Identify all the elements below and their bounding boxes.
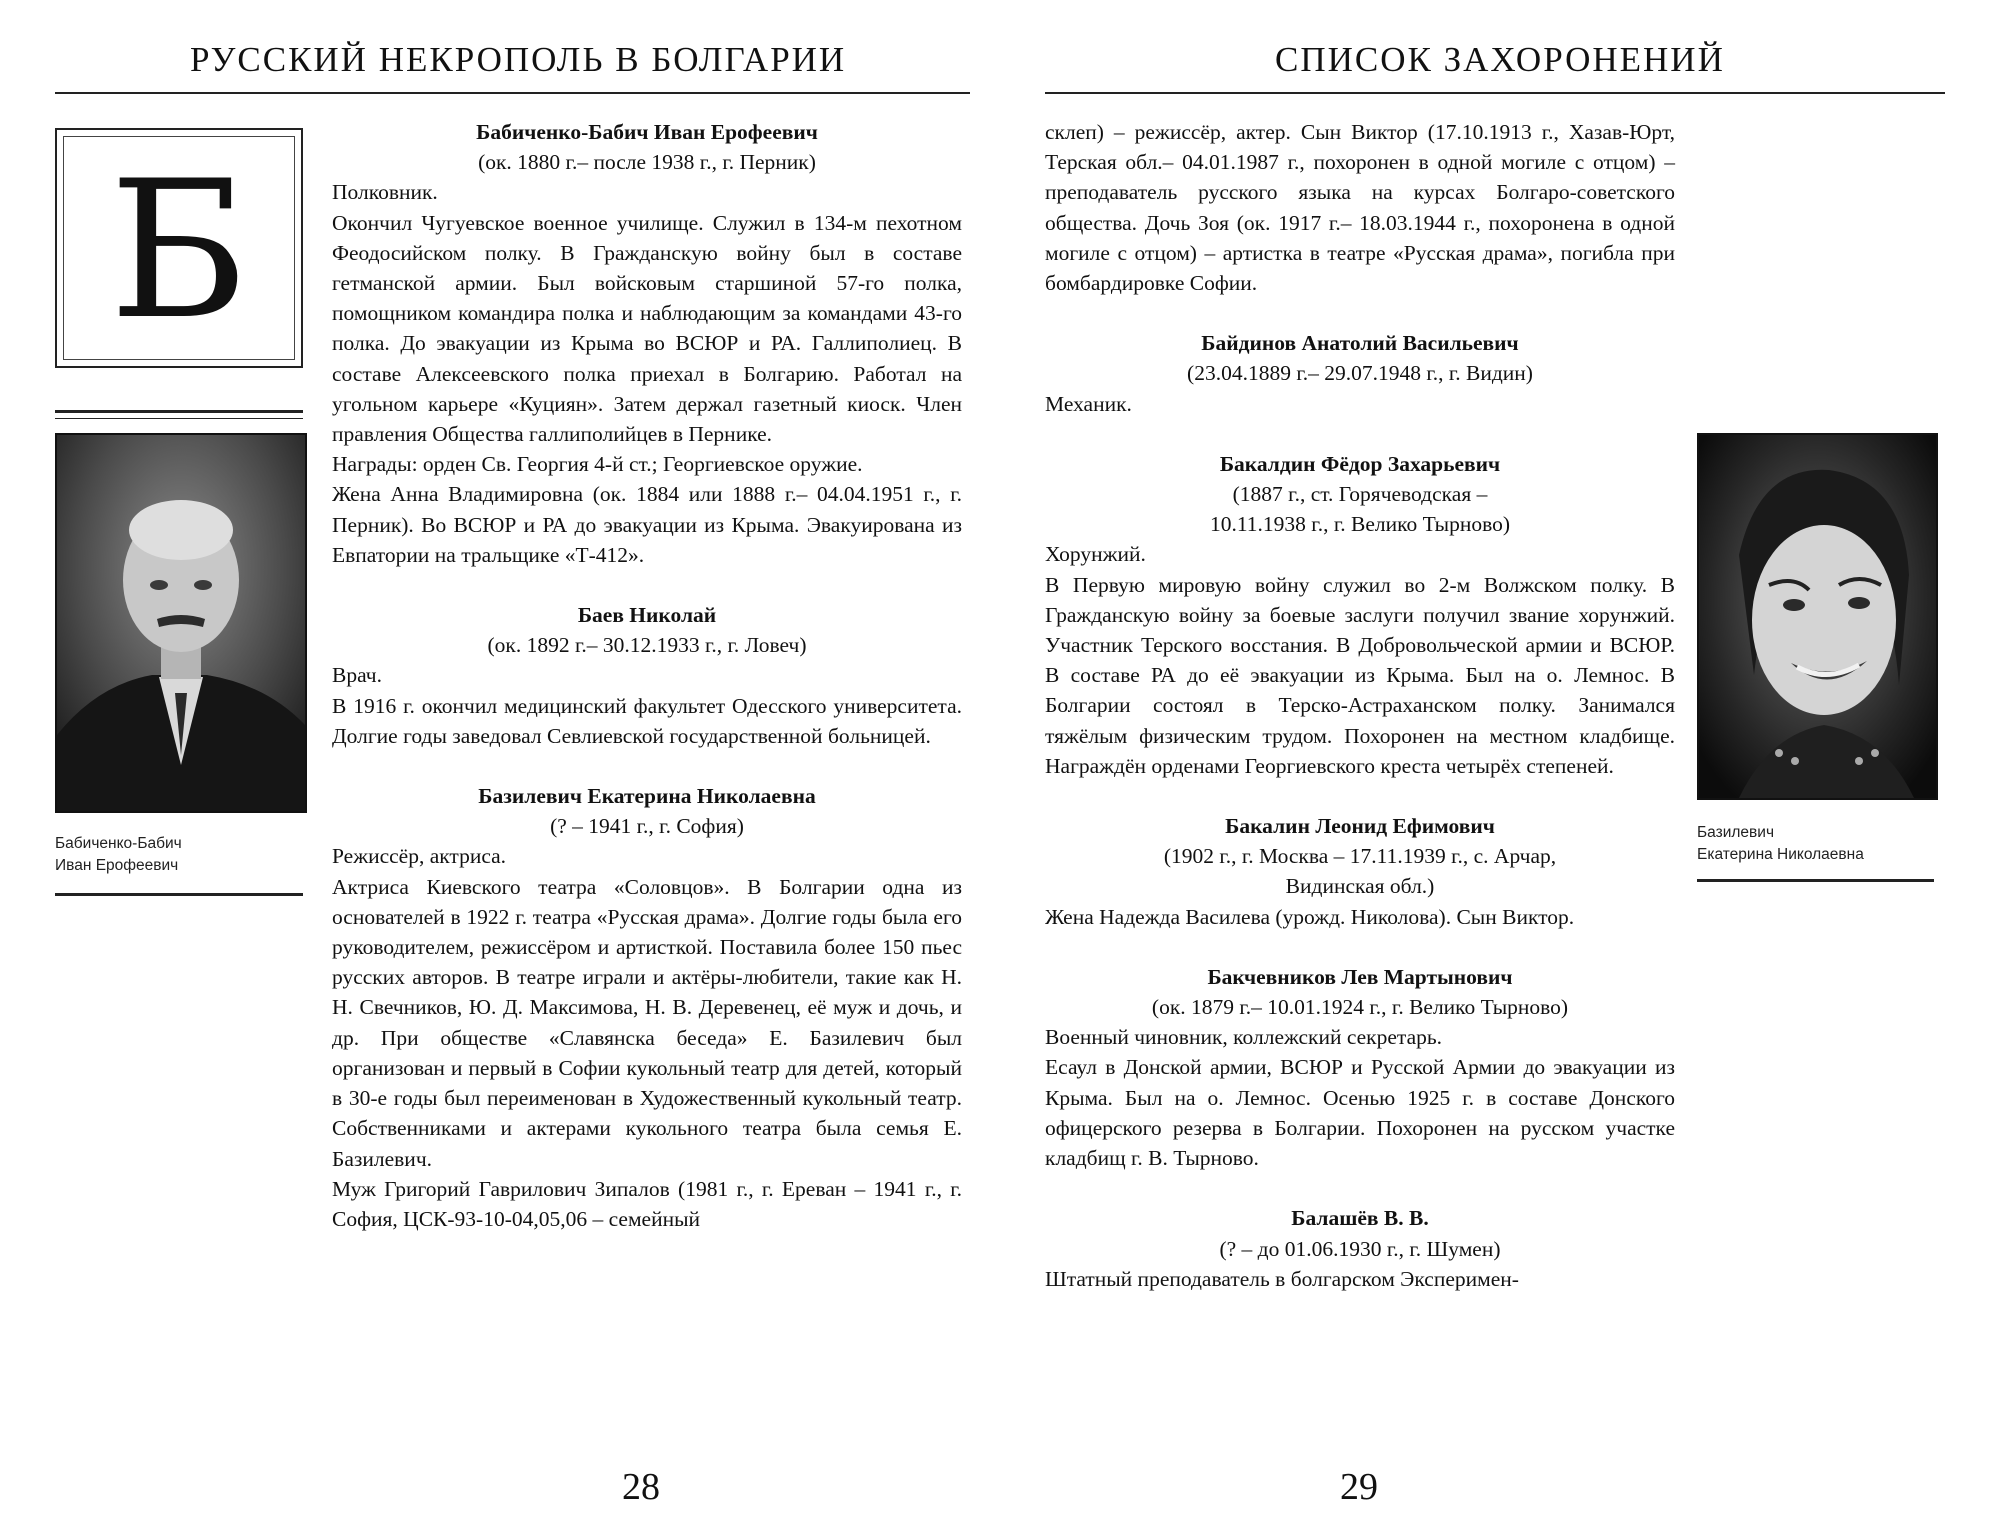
entry-paragraph: Механик. xyxy=(1045,391,1132,416)
entry-continuation xyxy=(1045,117,1675,298)
entry xyxy=(332,781,962,1234)
entry-name: Бакчевников Лев Мартынович xyxy=(1207,964,1513,989)
caption-line: Бабиченко-Бабич xyxy=(55,835,182,852)
entry-dates: Видинская обл.) xyxy=(1285,874,1435,899)
entry-name: Баев Николай xyxy=(577,603,717,628)
portrait-photo-bazilevich xyxy=(1697,433,1938,800)
text-column-left xyxy=(332,117,962,1264)
header-rule-left xyxy=(55,92,970,94)
caption-rule-left xyxy=(55,893,303,896)
ornamental-rule xyxy=(55,410,303,424)
entry-paragraph: Награды: орден Св. Георгия 4-й ст.; Георгиевское оружие. xyxy=(332,452,863,477)
page-number-right: 29 xyxy=(1340,1466,1378,1508)
caption-line: Базилевич xyxy=(1697,824,1775,841)
initial-letter: Б xyxy=(109,140,249,361)
entry-name: Байдинов Анатолий Васильевич xyxy=(1201,331,1519,356)
entry xyxy=(332,117,962,570)
entry-paragraph: Окончил Чугуевское военное училище. Служил в 134-м пехотном Феодосийском полку. В Гражданскую войну был в составе гетманской армии. Был войсковым старшиной 57-го полка, помощником командира полка и наблюдающим за командами 43-го полка. До эвакуации из Крыма во ВСЮР и РА. Галлиполиец. В составе Алексеевского полка приехал в Болгарию. Работал на угольном карьере «Куциян». Затем держал газетный киоск. Член правления Общества галлиполийцев в Пернике. xyxy=(332,210,962,447)
entry-paragraph: Режиссёр, актриса. xyxy=(332,844,507,869)
entry-paragraph: Военный чиновник, коллежский секретарь. xyxy=(1045,1025,1443,1050)
entry-paragraph: склеп) – режиссёр, актер. Сын Виктор (17.10.1913 г., Хазав-Юрт, Терская обл.– 04.01.1987 г., похоронен в одной могиле с отцом) – преподаватель русского языка на курсах Болгаро-советского общества. Дочь Зоя (ок. 1917 г.– 18.03.1944 г., похоронена в одной могиле с отцом) – артистка в театре «Русская драма», погибла при бомбардировке Софии. xyxy=(1045,120,1675,296)
entry-dates: (? – 1941 г., г. София) xyxy=(550,814,744,839)
running-head-left: РУССКИЙ НЕКРОПОЛЬ В БОЛГАРИИ xyxy=(190,40,847,79)
caption-line: Екатерина Николаевна xyxy=(1697,846,1864,863)
entry xyxy=(1045,1203,1675,1294)
running-head-right: СПИСОК ЗАХОРОНЕНИЙ xyxy=(1275,40,1725,79)
entry-paragraph: Есаул в Донской армии, ВСЮР и Русской Армии до эвакуации из Крыма. Был на о. Лемнос. Осенью 1925 г. в составе Донского офицерского резерва в Болгарии. Похоронен на русском участке кладбищ г. В. Тырново. xyxy=(1045,1055,1675,1171)
initial-letter-frame xyxy=(55,128,303,368)
portrait-photo-babichenko xyxy=(55,433,307,813)
page-number-left: 28 xyxy=(622,1466,660,1508)
entry-paragraph: Жена Надежда Василева (урожд. Николова). Сын Виктор. xyxy=(1045,904,1575,929)
entry-paragraph: В 1916 г. окончил медицинский факультет Одесского университета. Долгие годы заведовал Севлиевской государственной больницей. xyxy=(332,693,962,748)
entry-paragraph: Хорунжий. xyxy=(1045,542,1146,567)
entry-name: Бабиченко-Бабич Иван Ерофеевич xyxy=(476,120,818,144)
entry xyxy=(332,600,962,751)
entry-dates: (ок. 1879 г.– 10.01.1924 г., г. Велико Тырново) xyxy=(1151,995,1569,1020)
entry xyxy=(1045,328,1675,419)
text-column-right xyxy=(1045,117,1675,1324)
entry-paragraph: Полковник. xyxy=(332,180,438,205)
photo-caption-left xyxy=(55,833,182,877)
entry-paragraph: Врач. xyxy=(332,663,382,688)
entry-paragraph: Штатный преподаватель в болгарском Эксперимен- xyxy=(1045,1266,1519,1291)
right-page xyxy=(1000,0,2000,1539)
entry-name: Базилевич Екатерина Николаевна xyxy=(478,784,816,809)
entry-paragraph: Актриса Киевского театра «Соловцов». В Болгарии одна из основателей в 1922 г. театра «Русская драма». Долгие годы была его руководителем, режиссёром и артисткой. Поставила более 150 пьес русских авторов. В театре играли и актёры-любители, такие как Н. Н. Свечников, Ю. Д. Максимова, Н. В. Деревенец, её муж и дочь, и др. При обществе «Славянска беседа» Е. Базилевич был организован и первый в Софии кукольный театр для детей, который в 30-е годы был переименован в Художественный кукольный театр. Собственниками и актерами кукольного театра была семья Е. Базилевич. xyxy=(332,874,962,1171)
entry-dates: (23.04.1889 г.– 29.07.1948 г., г. Видин) xyxy=(1187,361,1533,386)
photo-caption-right xyxy=(1697,822,1864,866)
entry-dates: 10.11.1938 г., г. Велико Тырново) xyxy=(1209,512,1510,537)
entry-paragraph: В Первую мировую войну служил во 2-м Волжском полку. В Гражданскую войну за боевые заслуги получил звание хорунжий. Участник Терского восстания. В Добровольческой армии и ВСЮР. В составе РА до её эвакуации из Крыма. Был на о. Лемнос. В Болгарии состоял в Терско-Астраханском полку. Занимался тяжёлым физическим трудом. Похоронен на местном кладбище. Награждён орденами Георгиевского креста четырёх степеней. xyxy=(1045,572,1675,778)
entry-name: Бакалин Леонид Ефимович xyxy=(1225,814,1495,839)
entry-dates: (ок. 1880 г.– после 1938 г., г. Перник) xyxy=(478,150,816,175)
entry xyxy=(1045,811,1675,932)
header-rule-right xyxy=(1045,92,1945,94)
caption-rule-right xyxy=(1697,879,1934,882)
entry-dates: (ок. 1892 г.– 30.12.1933 г., г. Ловеч) xyxy=(487,633,807,658)
entry-name: Балашёв В. В. xyxy=(1291,1206,1429,1231)
entry-paragraph: Муж Григорий Гаврилович Зипалов (1981 г., г. Ереван – 1941 г., г. София, ЦСК-93-10-04,05,06 – семейный xyxy=(332,1176,962,1231)
entry xyxy=(1045,449,1675,781)
entry-dates: (1902 г., г. Москва – 17.11.1939 г., с. Арчар, xyxy=(1163,844,1557,869)
caption-line: Иван Ерофеевич xyxy=(55,857,179,874)
entry-dates: (1887 г., ст. Горячеводская – xyxy=(1232,482,1488,507)
entry-name: Бакалдин Фёдор Захарьевич xyxy=(1219,451,1501,476)
entry-dates: (? – до 01.06.1930 г., г. Шумен) xyxy=(1219,1236,1501,1261)
entry xyxy=(1045,962,1675,1173)
entry-paragraph: Жена Анна Владимировна (ок. 1884 или 1888 г.– 04.04.1951 г., г. Перник). Во ВСЮР и РА до эвакуации из Крыма. Эвакуирована из Евпатории на тральщике «Т-412». xyxy=(332,482,962,567)
